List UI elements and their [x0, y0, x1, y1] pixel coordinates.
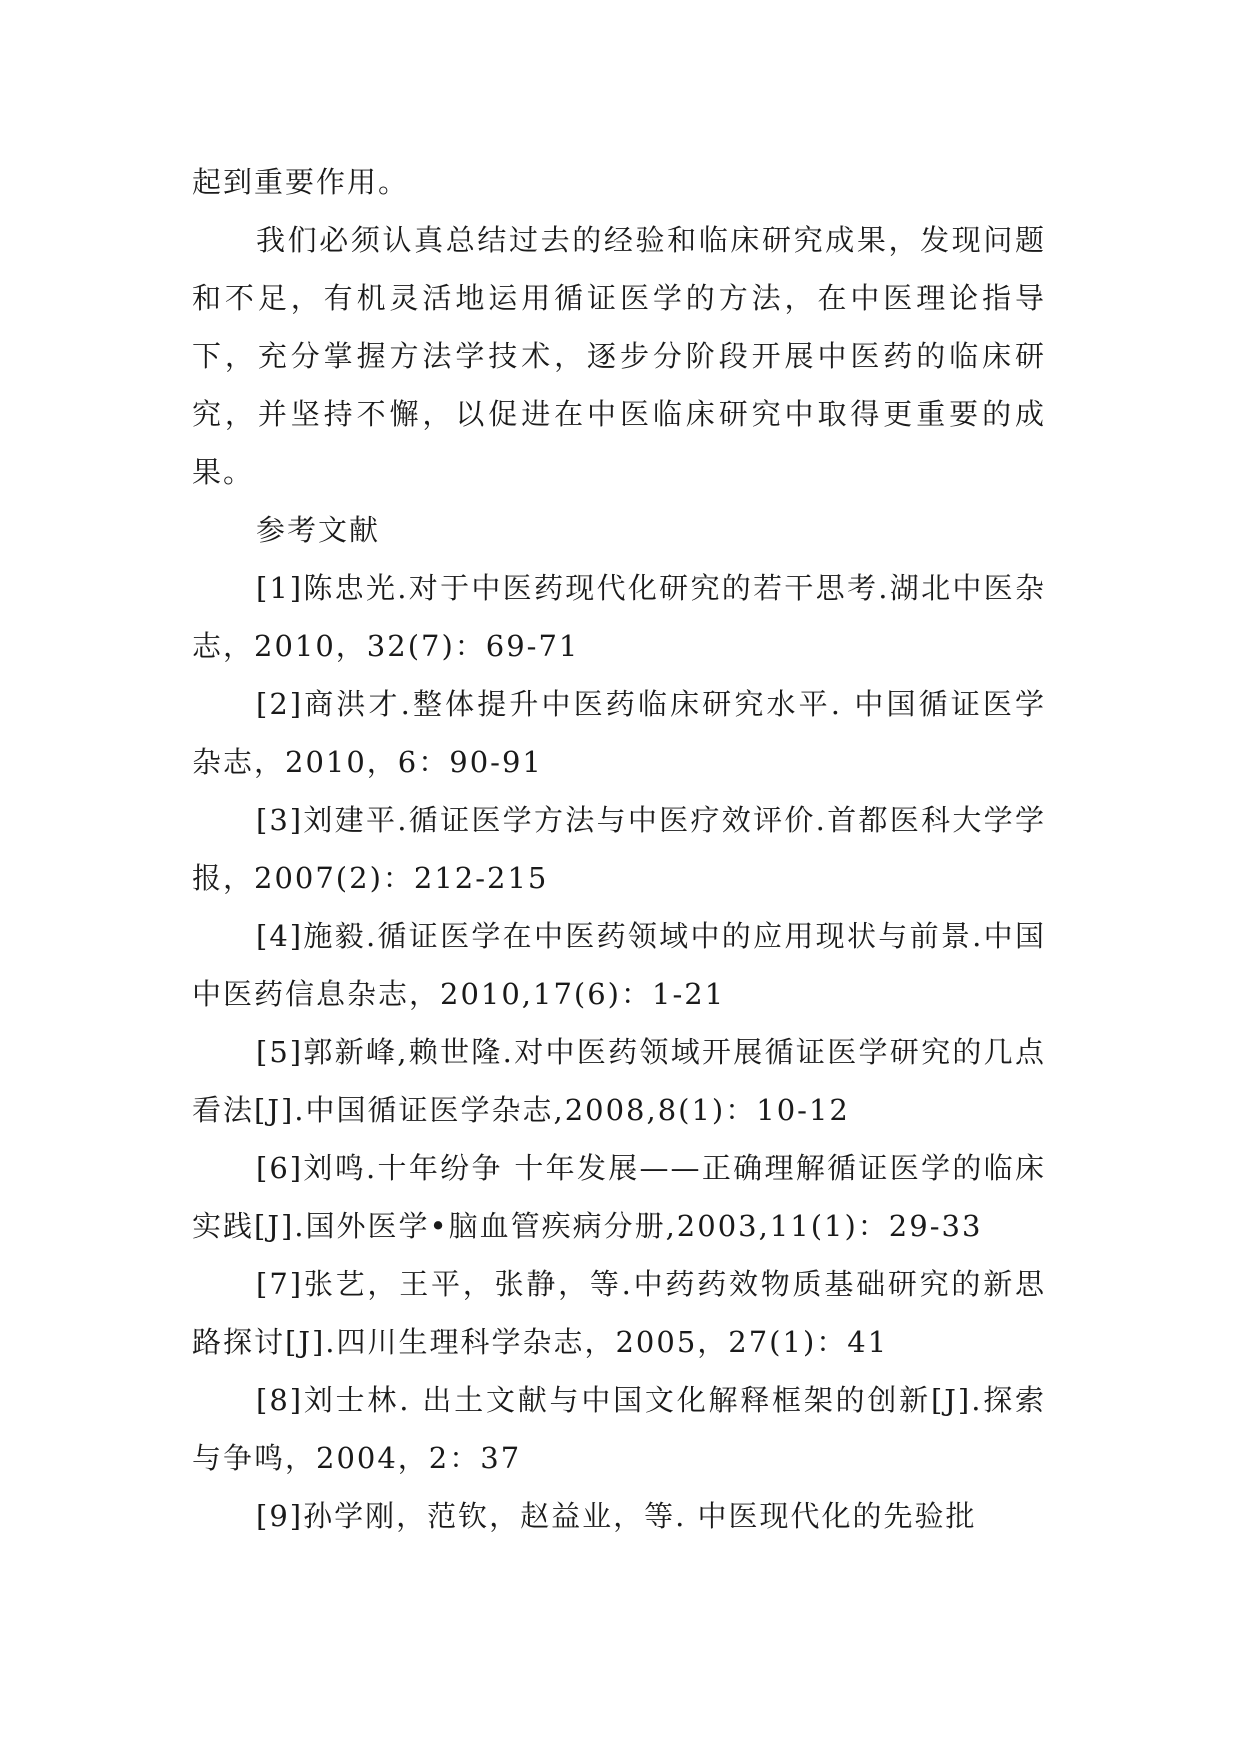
reference-item: [4]施毅.循证医学在中医药领域中的应用现状与前景.中国中医药信息杂志，2010,17(6)：1-21: [192, 919, 1046, 1011]
paragraph-body: 我们必须认真总结过去的经验和临床研究成果，发现问题和不足，有机灵活地运用循证医学的方法，在中医理论指导下，充分掌握方法学技术，逐步分阶段开展中医药的临床研究，并坚持不懈，以促进在中医临床研究中取得更重要的成果。: [192, 223, 1046, 489]
references-heading: 参考文献: [256, 513, 381, 547]
reference-item: [8]刘士林. 出土文献与中国文化解释框架的创新[J].探索与争鸣，2004，2：37: [192, 1383, 1046, 1475]
reference-item: [7]张艺，王平，张静，等.中药药效物质基础研究的新思路探讨[J].四川生理科学杂志，2005，27(1)：41: [192, 1267, 1046, 1359]
reference-item: [9]孙学刚，范钦，赵益业，等. 中医现代化的先验批: [256, 1499, 977, 1533]
paragraph-continuation: 起到重要作用。: [192, 165, 410, 199]
document-page: [192, 153, 1046, 1545]
reference-item: [2]商洪才.整体提升中医药临床研究水平. 中国循证医学杂志，2010，6：90-91: [192, 687, 1046, 779]
reference-item: [5]郭新峰,赖世隆.对中医药领域开展循证医学研究的几点看法[J].中国循证医学杂志,2008,8(1)：10-12: [192, 1035, 1046, 1127]
reference-item: [6]刘鸣.十年纷争 十年发展——正确理解循证医学的临床实践[J].国外医学•脑血管疾病分册,2003,11(1)：29-33: [192, 1151, 1046, 1243]
reference-item: [3]刘建平.循证医学方法与中医疗效评价.首都医科大学学报，2007(2)：212-215: [192, 803, 1046, 895]
reference-item: [1]陈忠光.对于中医药现代化研究的若干思考.湖北中医杂志，2010，32(7)：69-71: [192, 571, 1046, 663]
